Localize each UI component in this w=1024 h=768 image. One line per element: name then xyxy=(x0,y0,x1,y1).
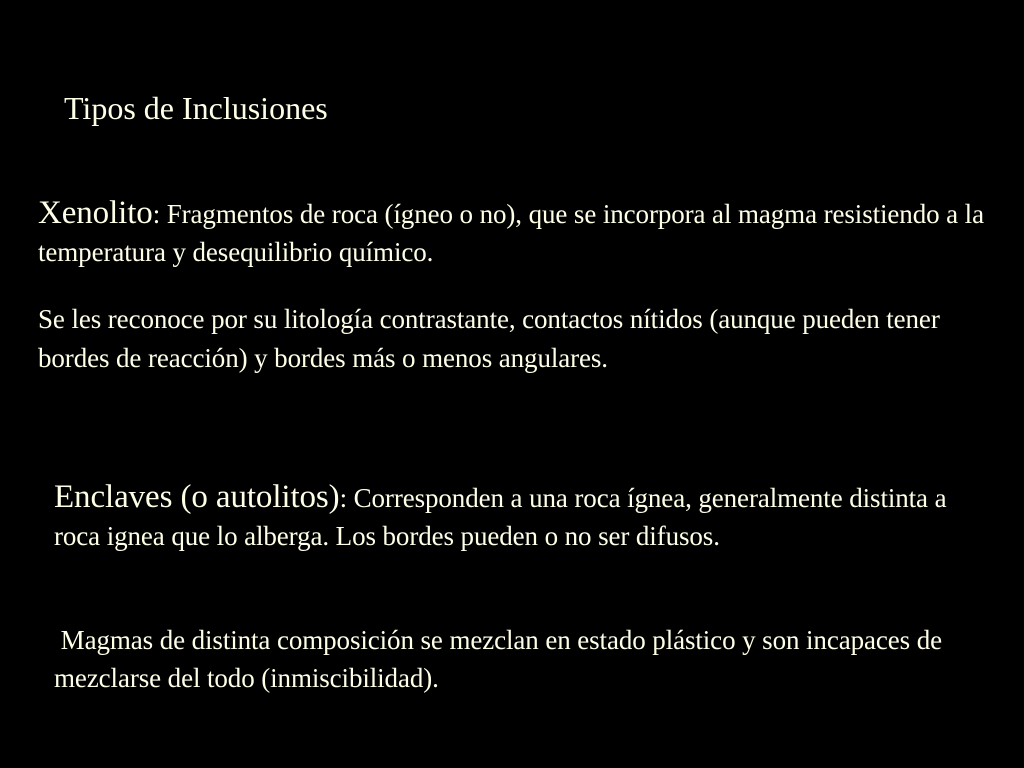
xenolito-paragraph xyxy=(38,194,988,271)
enclaves-paragraph xyxy=(54,478,984,555)
enclaves-definition: : Corresponden a una roca ígnea, generalmente distinta a roca ignea que lo alberga. Los bordes pueden o no ser difusos. xyxy=(54,483,947,551)
xenolito-recognition-paragraph: Se les reconoce por su litología contrastante, contactos nítidos (aunque pueden tener bordes de reacción) y bordes más o menos angulares. xyxy=(38,304,940,373)
enclaves-term: Enclaves (o autolitos) xyxy=(54,479,340,515)
xenolito-definition: : Fragmentos de roca (ígneo o no), que se incorpora al magma resistiendo a la temperatura y desequilibrio químico. xyxy=(38,199,984,267)
slide-title: Tipos de Inclusiones xyxy=(64,90,328,126)
xenolito-term: Xenolito xyxy=(38,195,153,231)
magmas-paragraph: Magmas de distinta composición se mezclan en estado plástico y son incapaces de mezclarse del todo (inmiscibilidad). xyxy=(54,625,949,693)
